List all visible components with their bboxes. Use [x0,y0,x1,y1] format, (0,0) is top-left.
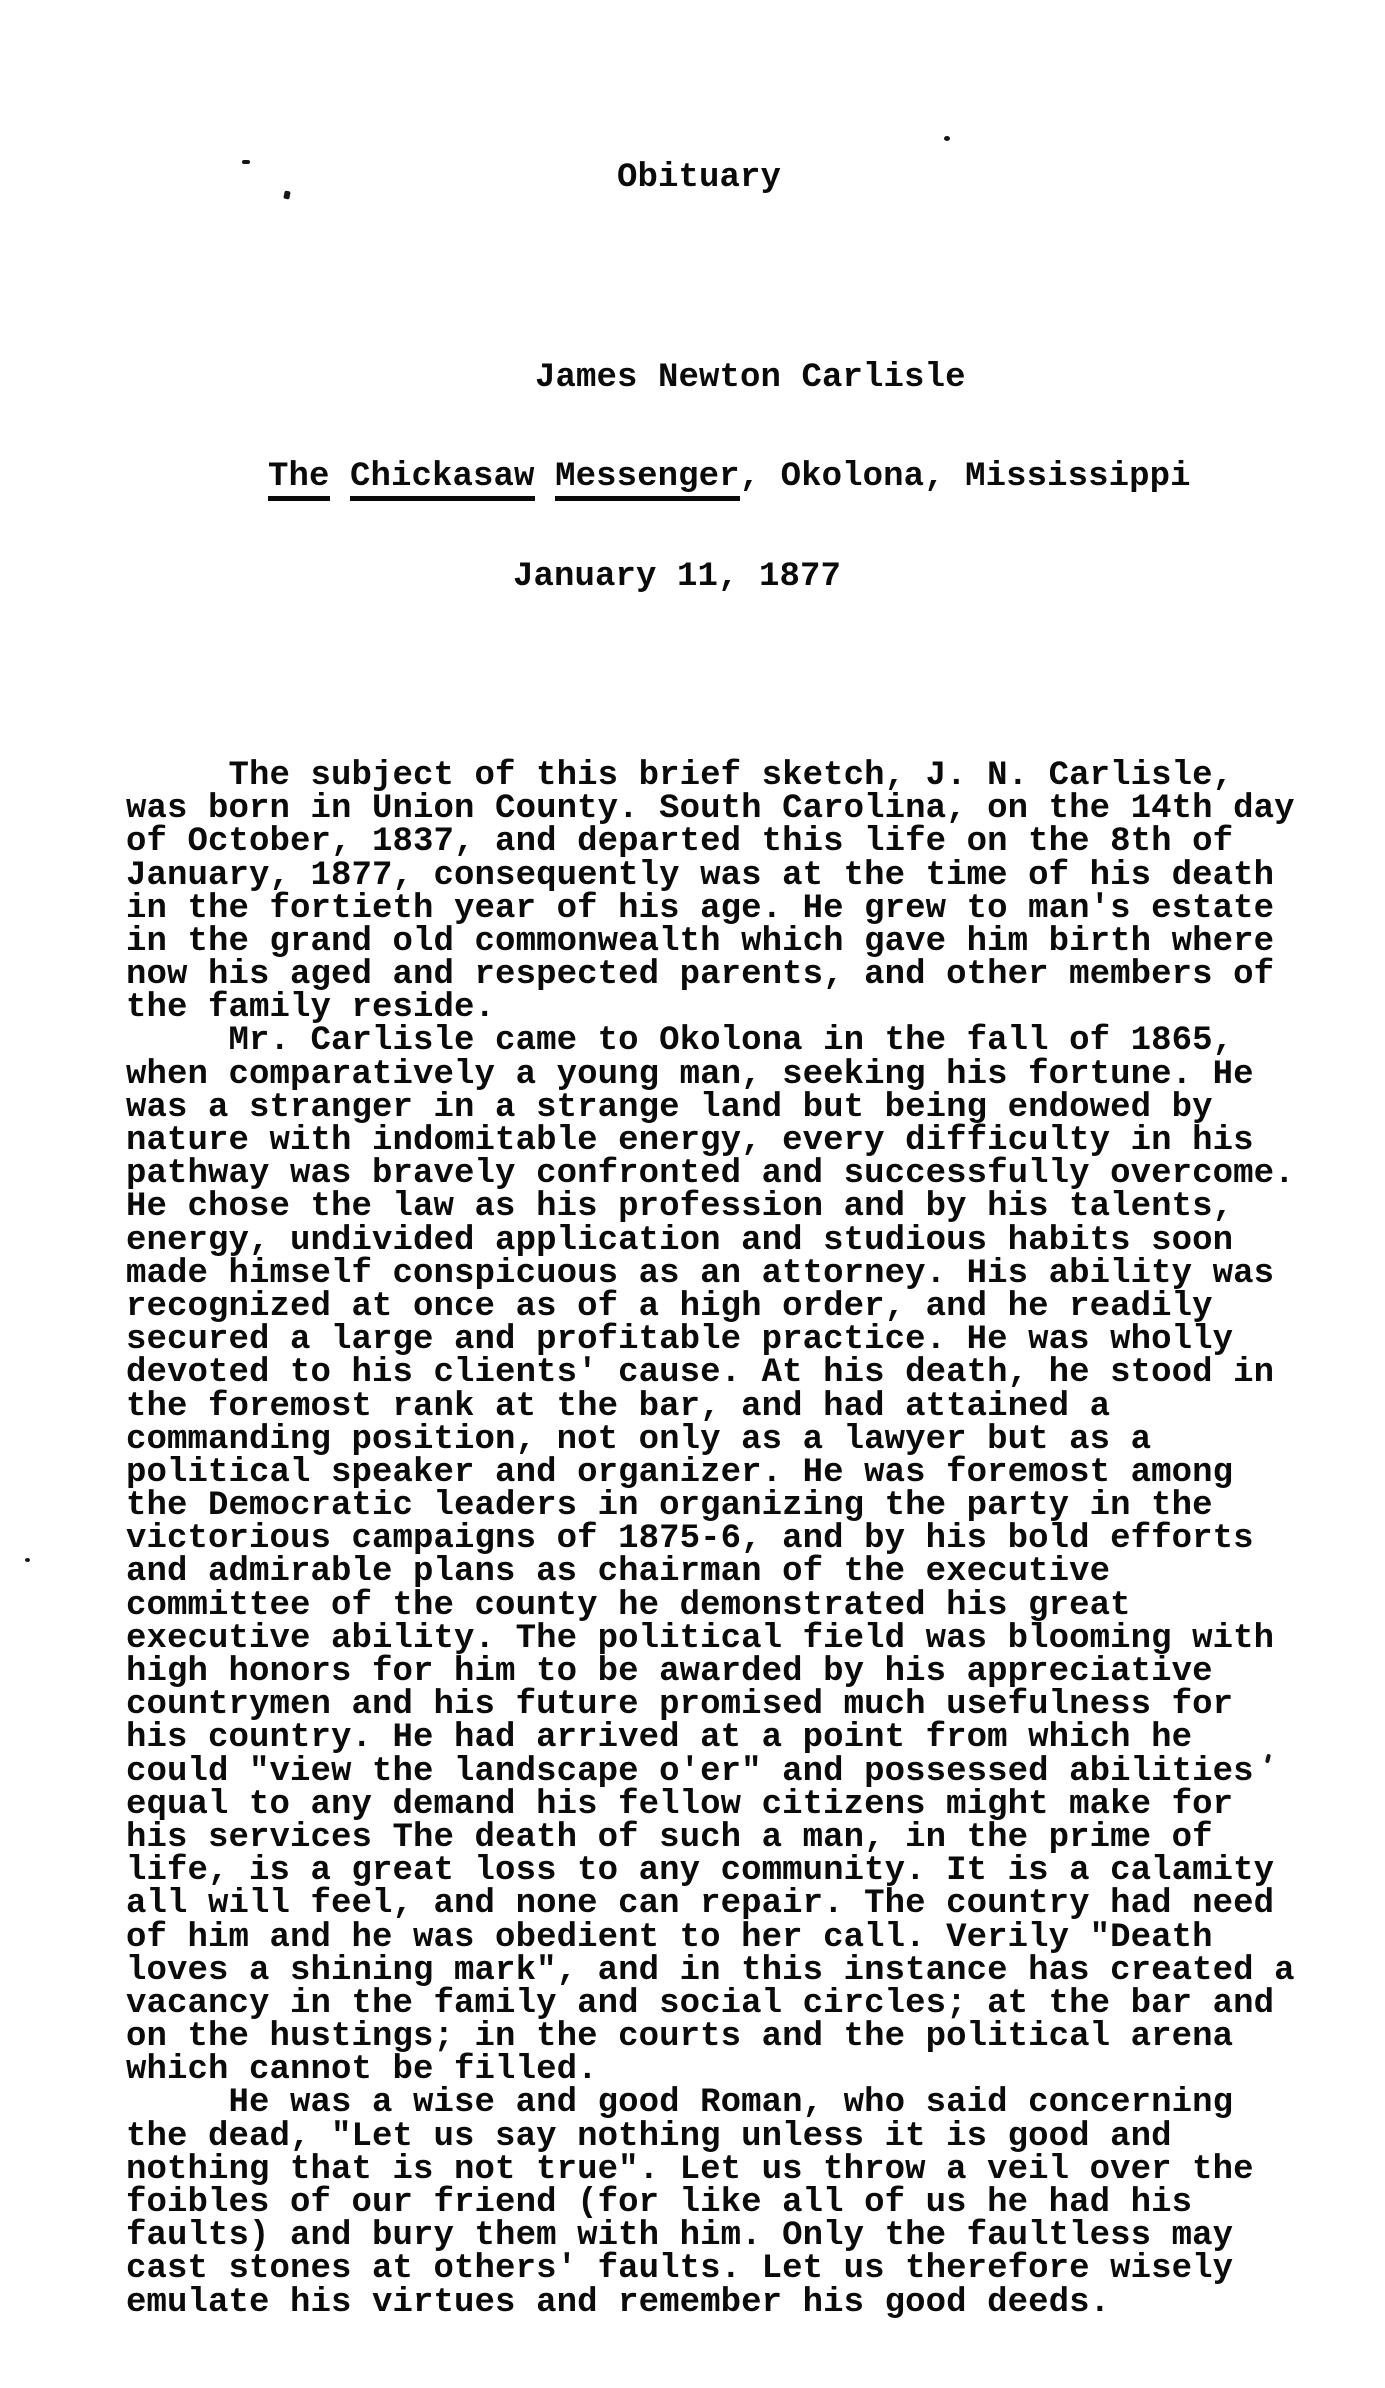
publication-date: January 11, 1877 [513,557,842,596]
text-line: the family reside. [126,989,496,1028]
text-line: which cannot be filled. [126,2051,598,2090]
scan-speck [25,1558,30,1562]
text-line: nothing that is not true". Let us throw a veil over the [126,2150,1254,2189]
text-line: his services The death of such a man, in the prime of [126,1818,1213,1857]
text-line: the foremost rank at the bar, and had attained a [126,1387,1111,1426]
text-line: cast stones at others' faults. Let us therefore wisely [126,2250,1234,2289]
blank-line [126,262,1366,295]
text-line: January, 1877, consequently was at the time of his death [126,856,1275,895]
obituary-body [126,756,1366,2322]
text-line: The subject of this brief sketch, J. N. Carlisle, [126,756,1234,795]
document-title: Obituary [617,159,782,198]
text-line: of October, 1837, and departed this life on the 8th of [126,823,1234,862]
text-line: He was a wise and good Roman, who said concerning [126,2084,1234,2123]
text-line: secured a large and profitable practice. He was wholly [126,1321,1234,1360]
text-line: countrymen and his future promised much usefulness for [126,1686,1234,1725]
text-line: high honors for him to be awarded by his appreciative [126,1653,1213,1692]
text-line: loves a shining mark", and in this instance has created a [126,1951,1295,1990]
text-line: made himself conspicuous as an attorney. His ability was [126,1254,1275,1293]
underlined-word: The [268,458,330,501]
text-line: now his aged and respected parents, and other members of [126,956,1275,995]
text-line: was born in Union County. South Carolina, on the 14th day [126,790,1295,829]
text-line: executive ability. The political field was blooming with [126,1619,1275,1658]
text-line: of him and he was obedient to her call. Verily "Death [126,1918,1213,1957]
plain-text [330,458,351,496]
text-line: devoted to his clients' cause. At his death, he stood in [126,1354,1275,1393]
text-line: victorious campaigns of 1875-6, and by his bold efforts [126,1520,1254,1559]
text-line: energy, undivided application and studious habits soon [126,1221,1234,1260]
blank-line [126,660,1366,693]
scan-speck [242,160,250,164]
text-line: his country. He had arrived at a point from which he [126,1719,1193,1758]
publication-line [268,458,1366,497]
text-line: commanding position, not only as a lawyer but as a [126,1420,1152,1459]
text-line: He chose the law as his profession and by his talents, [126,1188,1234,1227]
text-line: equal to any demand his fellow citizens might make for [126,1785,1234,1824]
document-text-column [126,96,1366,2386]
text-line: on the hustings; in the courts and the political arena [126,2018,1234,2057]
text-line: Mr. Carlisle came to Okolona in the fall of 1865, [126,1022,1234,1061]
text-line: political speaker and organizer. He was foremost among [126,1453,1234,1492]
text-line: the Democratic leaders in organizing the party in the [126,1487,1213,1526]
text-line: could "view the landscape o'er" and possessed abilities [126,1752,1254,1791]
text-line: when comparatively a young man, seeking his fortune. He [126,1055,1254,1094]
text-line: pathway was bravely confronted and successfully overcome. [126,1155,1295,1194]
plain-text [535,458,556,496]
text-line: all will feel, and none can repair. The country had need [126,1885,1275,1924]
text-line: life, is a great loss to any community. It is a calamity [126,1852,1275,1891]
text-line: foibles of our friend (for like all of us he had his [126,2184,1193,2223]
text-line: emulate his virtues and remember his good deeds. [126,2283,1111,2322]
text-line: was a stranger in a strange land but being endowed by [126,1088,1213,1127]
underlined-word: Chickasaw [350,458,535,501]
text-line: nature with indomitable energy, every difficulty in his [126,1122,1254,1161]
text-line: in the fortieth year of his age. He grew to man's estate [126,889,1275,928]
text-line: vacancy in the family and social circles; at the bar and [126,1984,1275,2023]
plain-text: , Okolona, Mississippi [739,458,1191,497]
underlined-word: Messenger [555,458,740,501]
deceased-name: James Newton Carlisle [535,358,966,397]
text-line: committee of the county he demonstrated his great [126,1586,1131,1625]
text-line: in the grand old commonwealth which gave him birth where [126,922,1275,961]
text-line: and admirable plans as chairman of the executive [126,1553,1111,1592]
text-line: faults) and bury them with him. Only the faultless may [126,2217,1234,2256]
scan-speck [944,136,950,141]
text-line: the dead, "Let us say nothing unless it is good and [126,2117,1172,2156]
text-line: recognized at once as of a high order, and he readily [126,1287,1213,1326]
